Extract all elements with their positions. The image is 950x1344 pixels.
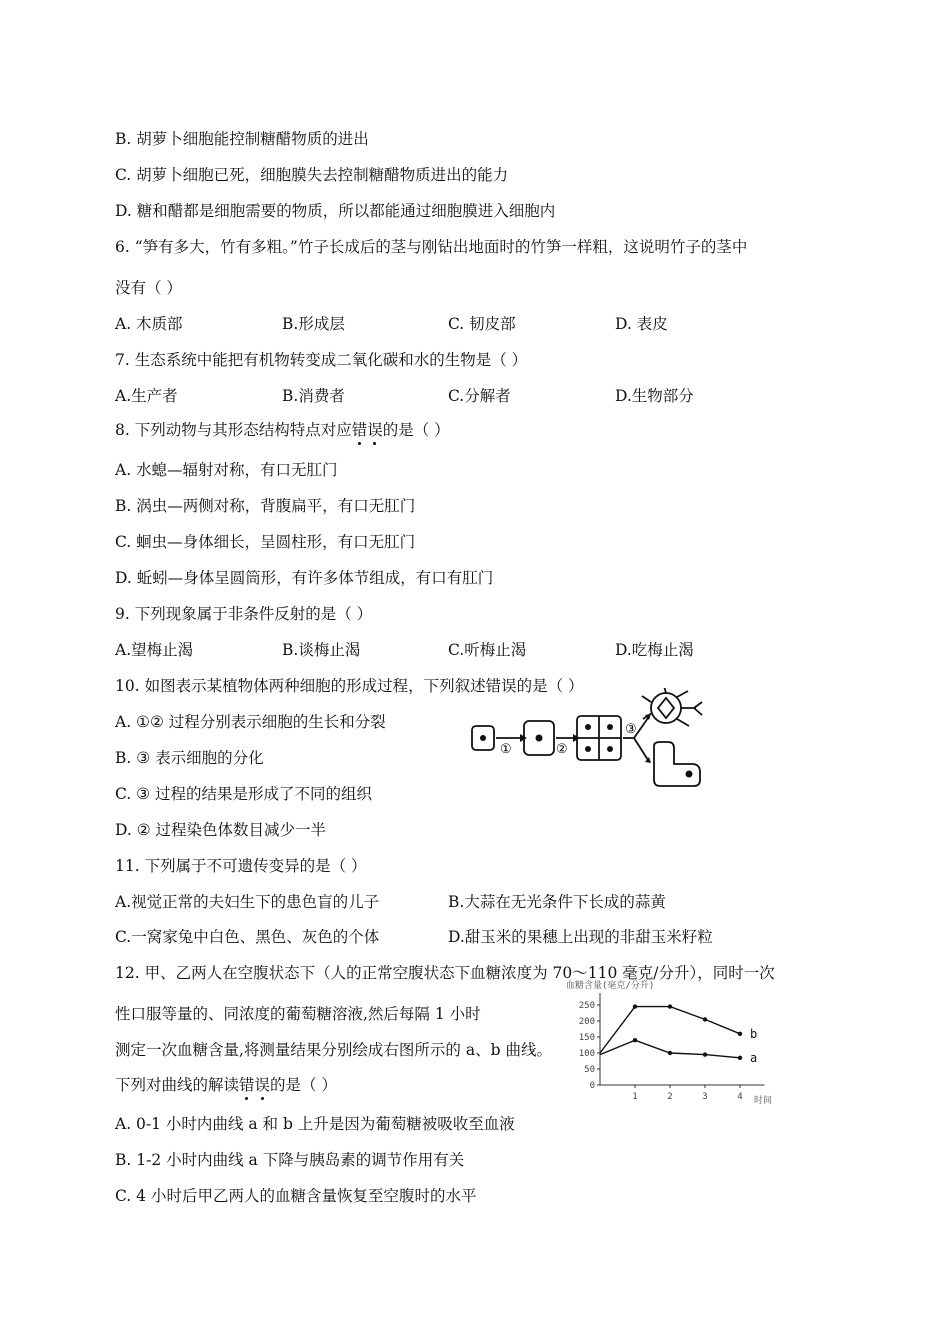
step-label-1: ① — [500, 742, 512, 757]
cell-formation-diagram — [462, 688, 712, 792]
q11-options-row1 — [115, 890, 875, 912]
q12-stem-line2: 性口服等量的、同浓度的葡萄糖溶液,然后每隔 1 小时 — [115, 1005, 481, 1023]
q8-option-b: B. 涡虫—两侧对称，背腹扁平，有口无肛门 — [115, 497, 416, 515]
q6-option-b: B.形成层 — [282, 315, 345, 333]
q5-option-b: B. 胡萝卜细胞能控制糖醋物质的进出 — [115, 130, 369, 148]
q7-option-a: A.生产者 — [115, 387, 178, 405]
x-tick-label: 2 — [667, 1092, 673, 1102]
data-point-a — [703, 1052, 707, 1056]
q6-options — [115, 312, 875, 334]
q9-option-c: C.听梅止渴 — [448, 641, 527, 659]
q11-stem: 11. 下列属于不可遗传变异的是（ ） — [115, 857, 367, 875]
q12-emphasis-2: 误 — [254, 1076, 271, 1094]
q10-stem: 10. 如图表示某植物体两种细胞的形成过程，下列叙述错误的是（ ） — [115, 677, 584, 695]
q7-options — [115, 384, 875, 406]
nucleus-1 — [480, 735, 486, 741]
q8-option-d: D. 蚯蚓—身体呈圆筒形，有许多体节组成，有口有肛门 — [115, 569, 494, 587]
q6-stem-line1: 6. “笋有多大，竹有多粗。”竹子长成后的茎与刚钻出地面时的竹笋一样粗，这说明竹子的茎中 — [115, 238, 748, 256]
q9-options — [115, 638, 875, 660]
x-tick-label: 1 — [632, 1092, 638, 1102]
y-tick-label: 150 — [578, 1033, 595, 1043]
x-tick-label: 3 — [702, 1092, 708, 1102]
q11-option-d: D.甜玉米的果穗上出现的非甜玉米籽粒 — [448, 928, 713, 946]
q8-stem-pre: 8. 下列动物与其形态结构特点对应 — [115, 421, 352, 439]
q8-stem — [115, 418, 450, 440]
q9-stem: 9. 下列现象属于非条件反射的是（ ） — [115, 605, 373, 623]
nucleus-elongated — [686, 771, 693, 778]
arrow-3-down — [634, 738, 648, 760]
x-tick-label: 4 — [737, 1092, 743, 1102]
q7-option-b: B.消费者 — [282, 387, 345, 405]
q11-option-a: A.视觉正常的夫妇生下的患色盲的儿子 — [115, 893, 380, 911]
q6-option-d: D. 表皮 — [615, 315, 668, 333]
q8-emphasis-1: 错 — [351, 421, 368, 439]
q12-stem-pre: 下列对曲线的解读 — [115, 1076, 240, 1094]
y-tick-label: 250 — [578, 1001, 595, 1011]
series-label-b: b — [750, 1026, 758, 1041]
nucleus-2 — [536, 735, 543, 742]
data-point-a — [633, 1038, 637, 1042]
q12-stem-line3: 测定一次血糖含量,将测量结果分别绘成右图所示的 a、b 曲线。 — [115, 1041, 552, 1059]
q8-emphasis-2: 误 — [367, 421, 383, 439]
y-tick-label: 200 — [578, 1017, 595, 1027]
q10-option-d: D. ② 过程染色体数目减少一半 — [115, 821, 327, 839]
q11-option-c: C.一窝家兔中白色、黑色、灰色的个体 — [115, 928, 380, 946]
q12-option-a: A. 0-1 小时内曲线 a 和 b 上升是因为葡萄糖被吸收至血液 — [115, 1115, 515, 1133]
q9-option-b: B.谈梅止渴 — [282, 641, 361, 659]
q12-stem-post: 的是（ ） — [270, 1076, 337, 1094]
q6-option-c: C. 韧皮部 — [448, 315, 516, 333]
x-axis-label: 时间 — [754, 1096, 773, 1106]
q10-option-b: B. ③ 表示细胞的分化 — [115, 749, 264, 767]
q7-option-c: C.分解者 — [448, 387, 511, 405]
y-tick-label: 100 — [578, 1049, 595, 1059]
q8-option-c: C. 蛔虫—身体细长，呈圆柱形，有口无肛门 — [115, 533, 416, 551]
q12-option-c: C. 4 小时后甲乙两人的血糖含量恢复至空腹时的水平 — [115, 1187, 477, 1205]
q10-option-c: C. ③ 过程的结果是形成了不同的组织 — [115, 785, 372, 803]
q10-option-a: A. ①② 过程分别表示细胞的生长和分裂 — [115, 713, 386, 731]
y-tick-label: 50 — [584, 1065, 595, 1075]
q6-option-a: A. 木质部 — [115, 315, 183, 333]
q8-stem-post: 的是（ ） — [382, 421, 450, 439]
q12-option-b: B. 1-2 小时内曲线 a 下降与胰岛素的调节作用有关 — [115, 1151, 465, 1169]
q5-option-c: C. 胡萝卜细胞已死，细胞膜失去控制糖醋物质进出的能力 — [115, 166, 509, 184]
data-point-b — [668, 1004, 672, 1008]
data-point-b — [738, 1032, 742, 1036]
q12-emphasis-1: 错 — [239, 1076, 255, 1094]
data-point-a — [738, 1056, 742, 1060]
q5-option-d: D. 糖和醋都是细胞需要的物质，所以都能通过细胞膜进入细胞内 — [115, 202, 556, 220]
y-axis-label: 血糖含量(毫克/分升) — [566, 981, 655, 991]
q9-option-a: A.望梅止渴 — [115, 641, 194, 659]
step-label-3: ③ — [625, 722, 637, 737]
data-point-a — [668, 1051, 672, 1055]
q7-option-d: D.生物部分 — [615, 387, 694, 405]
q8-option-a: A. 水螅—辐射对称，有口无肛门 — [115, 461, 338, 479]
series-label-a: a — [750, 1050, 758, 1065]
elongated-cell — [654, 742, 700, 786]
data-point-b — [703, 1017, 707, 1021]
nucleus-3 — [585, 724, 591, 730]
q6-stem-line2: 没有（ ） — [115, 279, 182, 297]
q12-stem-line1: 12. 甲、乙两人在空腹状态下（人的正常空腹状态下血糖浓度为 70～110 毫克/分升），同时一次 — [115, 964, 775, 982]
data-point-b — [633, 1004, 637, 1008]
q11-option-b: B.大蒜在无光条件下长成的蒜黄 — [448, 893, 666, 911]
q12-stem-line4 — [115, 1073, 337, 1095]
q9-option-d: D.吃梅止渴 — [615, 641, 694, 659]
q11-options-row2 — [115, 925, 875, 947]
blood-glucose-chart — [566, 976, 786, 1110]
step-label-2: ② — [556, 742, 568, 757]
y-tick-label: 0 — [589, 1081, 595, 1091]
q7-stem: 7. 生态系统中能把有机物转变成二氧化碳和水的生物是（ ） — [115, 351, 528, 369]
